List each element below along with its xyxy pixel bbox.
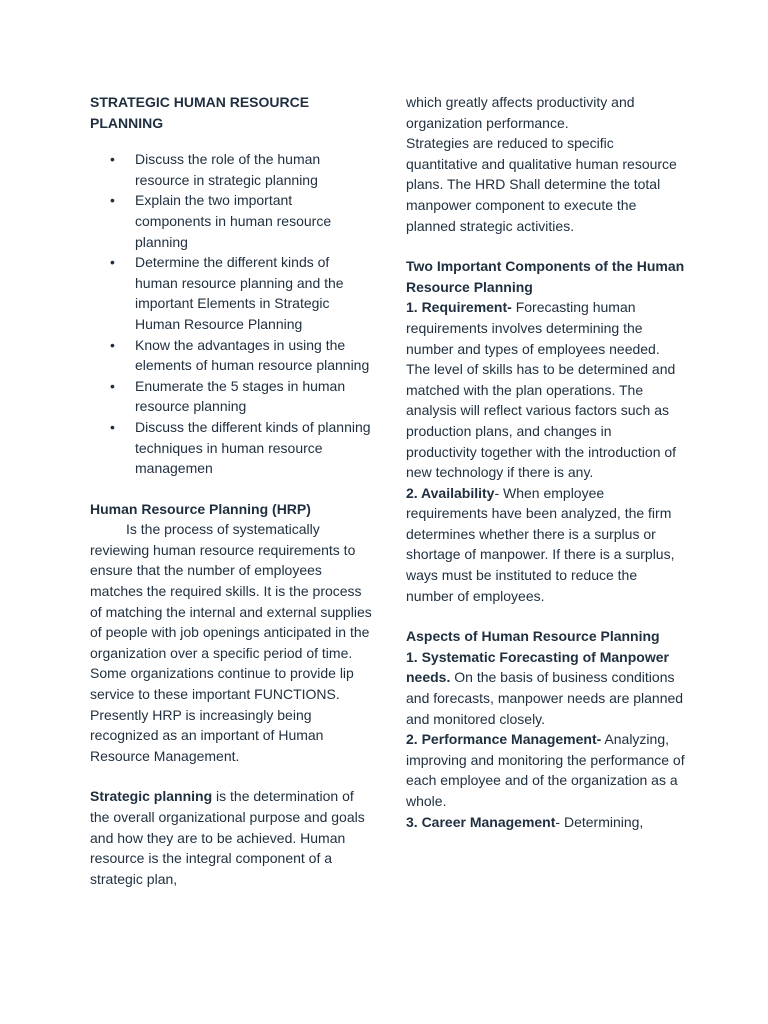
list-item (90, 376, 372, 417)
aspect-career-paragraph (406, 812, 686, 833)
aspect-forecasting-text: On the basis of business conditions and forecasts, manpower needs are planned and monitored closely. (406, 669, 684, 727)
requirement-text: Forecasting human requirements involves determining the number and types of employees needed. The level of skills has to be determined and matched with the plan operations. The analysis will reflect various factors such as production plans, and changes in productivity together with the introduction of new technology if there is any. (406, 299, 677, 481)
bullet-icon: • (110, 254, 115, 271)
objective-text: Determine the different kinds of human resource planning and the important Elements in Strategic Human Resource Planning (135, 254, 344, 332)
aspect-career-text: - Determining, (555, 813, 644, 830)
list-item (90, 417, 372, 479)
objective-text: Enumerate the 5 stages in human resource planning (135, 377, 346, 415)
aspect-performance-text: Analyzing, improving and monitoring the performance of each employee and of the organization as a whole. (406, 731, 685, 809)
document-title: STRATEGIC HUMAN RESOURCE PLANNING (90, 94, 310, 131)
objective-text: Explain the two important components in human resource planning (135, 192, 332, 250)
list-item (90, 252, 372, 334)
bullet-icon: • (110, 377, 115, 394)
bullet-icon: • (110, 418, 115, 435)
strategic-planning-text: is the determination of the overall organizational purpose and goals and how they are to be achieved. Human resource is the integral component of a strategic plan, (90, 788, 365, 887)
aspect-performance-paragraph (406, 729, 686, 811)
availability-text: - When employee requirements have been analyzed, the firm determines whether there is a surplus or shortage of manpower. If there is a surplus, ways must be instituted to reduce the number of employees. (406, 484, 675, 604)
continuation-paragraph: which greatly affects productivity and organization performance. (406, 94, 635, 131)
left-column (90, 92, 372, 889)
list-item (90, 149, 372, 190)
right-column (406, 92, 686, 832)
list-item (90, 190, 372, 252)
hrp-paragraph: Is the process of systematically reviewing human resource requirements to ensure that the number of employees matches the required skills. It is the process of matching the internal and external supplies of people with job openings anticipated in the organization over a specific period of time. Some organizations continue to provide lip service to these important FUNCTIONS. Presently HRP is increasingly being recognized as an important of Human Resource Management. (90, 521, 372, 764)
objective-text: Know the advantages in using the elements of human resource planning (135, 336, 370, 374)
list-item (90, 335, 372, 376)
objectives-list (90, 149, 372, 479)
requirement-term: 1. Requirement- (406, 299, 512, 316)
hrp-heading: Human Resource Planning (HRP) (90, 500, 311, 517)
aspect-forecasting-paragraph (406, 647, 686, 729)
strategic-planning-term: Strategic planning (90, 788, 213, 805)
aspect-performance-term: 2. Performance Management- (406, 731, 602, 748)
bullet-icon: • (110, 151, 115, 168)
requirement-paragraph (406, 297, 686, 482)
aspects-heading: Aspects of Human Resource Planning (406, 628, 660, 645)
objective-text: Discuss the different kinds of planning techniques in human resource managemen (135, 418, 371, 477)
aspect-career-term: 3. Career Management (406, 813, 556, 830)
objective-text: Discuss the role of the human resource in strategic planning (135, 151, 321, 188)
components-heading: Two Important Components of the Human Resource Planning (406, 258, 685, 295)
strategies-paragraph: Strategies are reduced to specific quantitative and qualitative human resource plans. The HRD Shall determine the total manpower component to execute the planned strategic activities. (406, 135, 677, 234)
availability-term: 2. Availability (406, 484, 495, 501)
availability-paragraph (406, 483, 686, 607)
strategic-planning-paragraph (90, 786, 372, 889)
aspect-forecasting-term: 1. Systematic Forecasting of Manpower needs. (406, 648, 669, 686)
bullet-icon: • (110, 192, 115, 209)
bullet-icon: • (110, 336, 115, 353)
